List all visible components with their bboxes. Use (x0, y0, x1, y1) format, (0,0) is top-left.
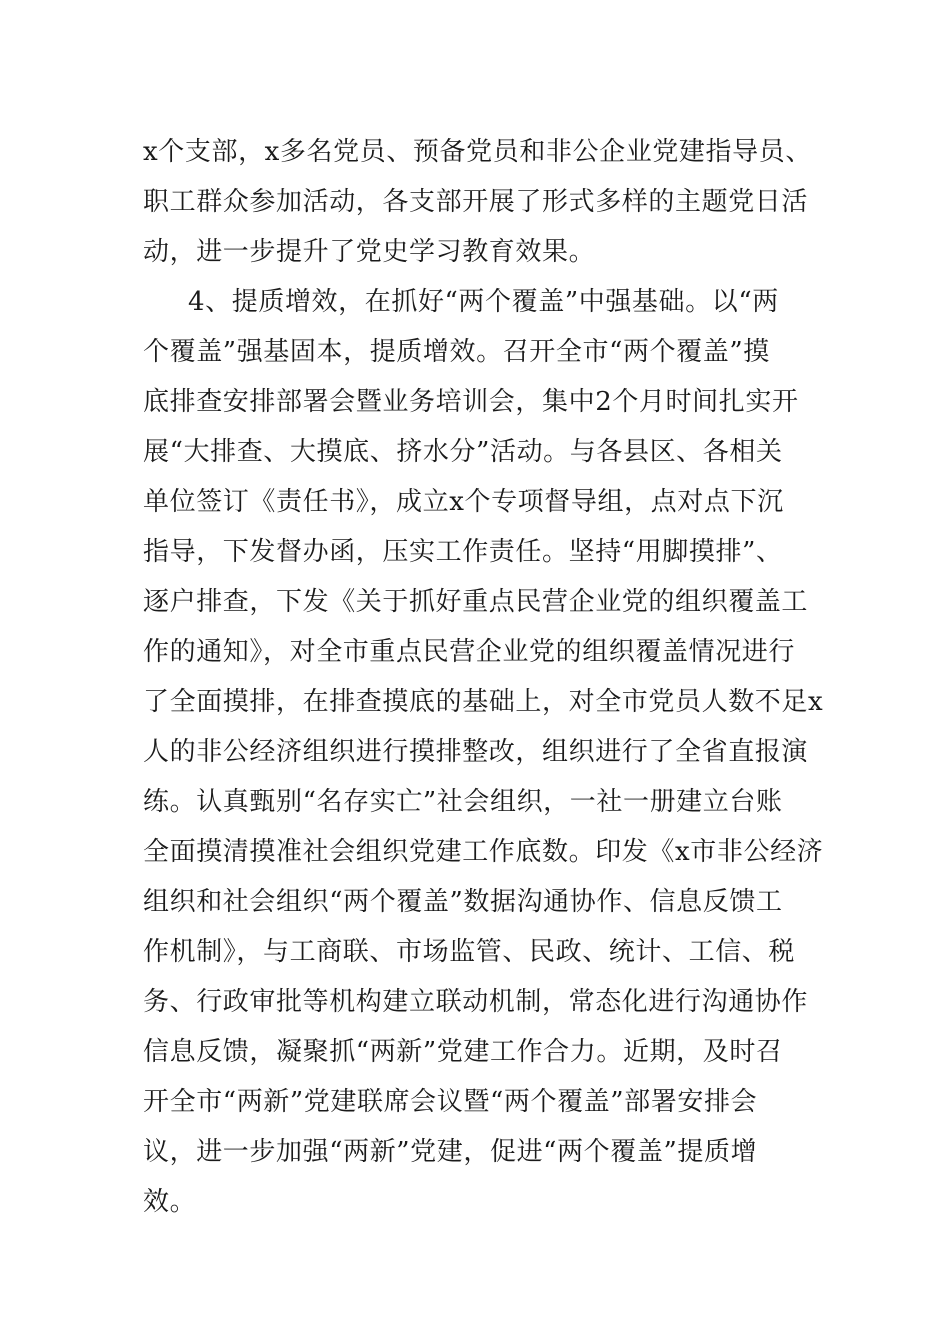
text-line-18: 务、行政审批等机构建立联动机制，常态化进行沟通协作 (143, 987, 809, 1017)
text-line-11: 作的通知》，对全市重点民营企业党的组织覆盖情况进行 (143, 637, 796, 667)
text-line-13: 人的非公经济组织进行摸排整改，组织进行了全省直报演 (143, 737, 809, 767)
text-line-22: 效。 (143, 1187, 197, 1217)
text-line-12: 了全面摸排，在排查摸底的基础上，对全市党员人数不足x (143, 687, 824, 717)
text-line-9: 指导，下发督办函，压实工作责任。坚持“用脚摸排”、 (143, 537, 783, 567)
paragraph-start-line: 4、提质增效，在抓好“两个覆盖”中强基础。以“两 (188, 287, 779, 317)
text-line-20: 开全市“两新”党建联席会议暨“两个覆盖”部署安排会 (143, 1087, 758, 1117)
text-line-8: 单位签订《责任书》，成立x个专项督导组，点对点下沉 (143, 487, 784, 517)
text-line-14: 练。认真甄别“名存实亡”社会组织，一社一册建立台账 (143, 787, 783, 817)
text-line-21: 议，进一步加强“两新”党建，促进“两个覆盖”提质增 (143, 1137, 758, 1167)
text-line-16: 组织和社会组织“两个覆盖”数据沟通协作、信息反馈工 (143, 887, 783, 917)
text-line-10: 逐户排查，下发《关于抓好重点民营企业党的组织覆盖工 (143, 587, 809, 617)
text-line-19: 信息反馈，凝聚抓“两新”党建工作合力。近期，及时召 (143, 1037, 783, 1067)
text-line-1: x个支部，x多名党员、预备党员和非公企业党建指导员、 (143, 137, 812, 167)
text-line-3: 动，进一步提升了党史学习教育效果。 (143, 237, 596, 267)
text-line-17: 作机制》，与工商联、市场监管、民政、统计、工信、税 (143, 937, 796, 967)
text-line-2: 职工群众参加活动，各支部开展了形式多样的主题党日活 (143, 187, 809, 217)
text-line-6: 底排查安排部署会暨业务培训会，集中2个月时间扎实开 (143, 387, 799, 417)
text-line-15: 全面摸清摸准社会组织党建工作底数。印发《x市非公经济 (143, 837, 824, 867)
text-line-7: 展“大排查、大摸底、挤水分”活动。与各县区、各相关 (143, 437, 783, 467)
text-line-5: 个覆盖”强基固本，提质增效。召开全市“两个覆盖”摸 (143, 337, 770, 367)
